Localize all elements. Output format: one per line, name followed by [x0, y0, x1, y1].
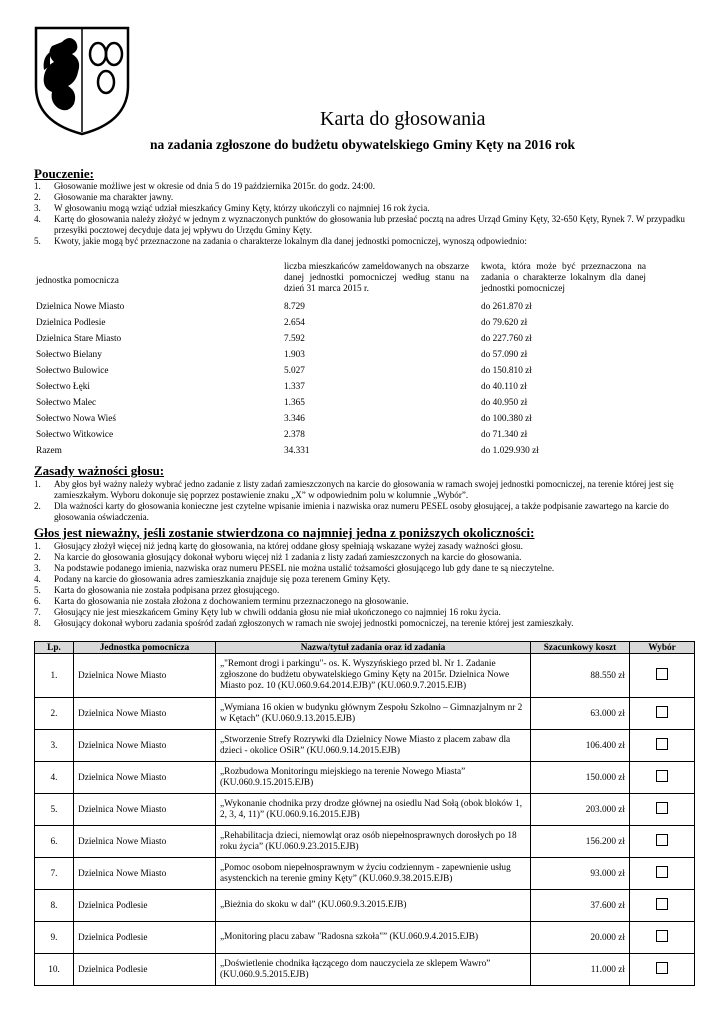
- table-row: 2. Dzielnica Nowe Miasto „Wymiana 16 okien w budynku głównym Zespołu Szkolno – Gimnazjalnym nr 2 w Kętach” (KU.060.9.13.2015.EJB) 63.000 zł: [35, 698, 695, 730]
- table-row: Sołectwo Bielany 1.903 do 57.090 zł: [36, 350, 528, 360]
- votes-table: [34, 641, 695, 986]
- instructions-list: [34, 181, 694, 247]
- list-item: 2. Dla ważności karty do głosowania konieczne jest czytelne wpisanie imienia i nazwiska oraz numeru PESEL osoby głosującej, a także podpisanie zawartego na karcie do głosowania oświadczenia.: [34, 501, 669, 522]
- list-item: 4. Kartę do głosowania należy złożyć w jednym z wyznaczonych punktów do głosowania lub przesłać pocztą na adres Urząd Gminy Kęty, 32-650 Kęty, Rynek 7. W przypadku przesyłki pocztowej decyduje data jej wpływu do Urzędu Gminy Kęty.: [34, 214, 685, 235]
- list-item: 7. Głosujący nie jest mieszkańcem Gminy Kęty lub w chwili oddania głosu nie miał ukończonego co najmniej 16 roku życia.: [34, 607, 501, 617]
- coat-of-arms-logo: [32, 24, 132, 136]
- list-item: 1. Głosowanie możliwe jest w okresie od dnia 5 do 19 października 2015r. do godz. 24:00.: [34, 181, 375, 191]
- table-row: 3. Dzielnica Nowe Miasto „Stworzenie Strefy Rozrywki dla Dzielnicy Nowe Miasto z placem zabaw dla dzieci - okolice OSiR” (KU.060.9.14.2015.EJB) 106.400 zł: [35, 730, 695, 762]
- choice-checkbox[interactable]: [656, 930, 668, 942]
- choice-checkbox[interactable]: [656, 898, 668, 910]
- table-row: Sołectwo Bulowice 5.027 do 150.810 zł: [36, 366, 532, 376]
- table-row: 4. Dzielnica Nowe Miasto „Rozbudowa Monitoringu miejskiego na terenie Nowego Miasta” (KU.060.9.15.2015.EJB) 150.000 zł: [35, 762, 695, 794]
- list-item: 3. Na podstawie podanego imienia, nazwiska oraz numeru PESEL nie można ustalić tożsamości głosującego lub gdy dane te są nieczytelne.: [34, 563, 555, 573]
- validity-heading: Zasady ważności głosu:: [34, 463, 165, 478]
- table-row: 8. Dzielnica Podlesie „Bieżnia do skoku w dal” (KU.060.9.3.2015.EJB) 37.600 zł: [35, 890, 695, 922]
- table-row: Sołectwo Witkowice 2.378 do 71.340 zł: [36, 430, 528, 440]
- list-item: 8. Głosujący dokonał wyboru zadania spośród zadań zgłoszonych w ramach nie swojej jednostki pomocniczej, na terenie której jest zamieszkały.: [34, 618, 574, 628]
- table-row: Dzielnica Podlesie 2.654 do 79.620 zł: [36, 318, 528, 328]
- table-row: Sołectwo Łęki 1.337 do 40.110 zł: [36, 382, 527, 392]
- table-row: 9. Dzielnica Podlesie „Monitoring placu zabaw "Radosna szkoła"” (KU.060.9.4.2015.EJB) 20.000 zł: [35, 922, 695, 954]
- col-cost: Szacunkowy koszt: [531, 642, 630, 654]
- choice-checkbox[interactable]: [656, 706, 668, 718]
- choice-checkbox[interactable]: [656, 962, 668, 974]
- choice-checkbox[interactable]: [656, 738, 668, 750]
- list-item: 1. Głosujący złożył więcej niż jedną kartę do głosowania, na której oddane głosy spełniają wskazane wyżej zasady ważności głosu.: [34, 541, 523, 551]
- table-row: Razem 34.331 do 1.029.930 zł: [36, 446, 539, 456]
- table-row: 7. Dzielnica Nowe Miasto „Pomoc osobom niepełnosprawnym w życiu codziennym - zapewnienie usług asystenckich na terenie gminy Kęty” (KU.060.9.38.2015.EJB) 93.000 zł: [35, 858, 695, 890]
- choice-checkbox[interactable]: [656, 668, 668, 680]
- list-item: 2. Na karcie do głosowania głosujący dokonał wyboru więcej niż 1 zadania z listy zadań zamieszczonych na karcie do głosowania.: [34, 552, 522, 562]
- list-item: 6. Karta do głosowania nie została złożona z dochowaniem terminu przeznaczonego na głosowanie.: [34, 596, 409, 606]
- invalid-list: [34, 541, 694, 629]
- list-item: 5. Kwoty, jakie mogą być przeznaczone na zadania o charakterze lokalnym dla danej jednostki pomocniczej, wynoszą odpowiednio:: [34, 236, 527, 246]
- table-row: 5. Dzielnica Nowe Miasto „Wykonanie chodnika przy drodze głównej na osiedlu Nad Sołą (obok bloków 1, 2, 3, 4, 11)” (KU.060.9.16.2015.EJB) 203.000 zł: [35, 794, 695, 826]
- list-item: 3. W głosowaniu mogą wziąć udział mieszkańcy Gminy Kęty, którzy ukończyli co najmniej 16 rok życia.: [34, 203, 430, 213]
- invalid-heading: Głos jest nieważny, jeśli zostanie stwierdzona co najmniej jedna z poniższych okoliczności:: [34, 525, 535, 540]
- page-title: Karta do głosowania: [320, 108, 486, 130]
- table-row: 6. Dzielnica Nowe Miasto „Rehabilitacja dzieci, niemowląt oraz osób niepełnosprawnych dorosłych po 18 roku życia” (KU.060.9.23.2015.EJB) 156.200 zł: [35, 826, 695, 858]
- table-row: 10. Dzielnica Podlesie „Doświetlenie chodnika łączącego dom nauczyciela ze sklepem Wawro” (KU.060.9.5.2015.EJB) 11.000 zł: [35, 954, 695, 986]
- units-header-residents: liczba mieszkańców zameldowanych na obszarze danej jednostki pomocniczej według stanu na dzień 31 marca 2015 r.: [284, 262, 469, 294]
- table-row: 1. Dzielnica Nowe Miasto „"Remont drogi i parkingu"- os. K. Wyszyńskiego przed bl. Nr 1. Zadanie zgłoszone do budżetu obywatelskiego Gminy Kęty na 2015r. Dzielnica Nowe Miasto poz. 10 (KU.060.9.64.2014.EJB)” (KU.060.9.7.2015.EJB) 88.550 zł: [35, 654, 695, 698]
- page-subtitle: na zadania zgłoszone do budżetu obywatelskiego Gminy Kęty na 2016 rok: [149, 137, 576, 152]
- table-row: Sołectwo Nowa Wieś 3.346 do 100.380 zł: [36, 414, 532, 424]
- table-row: Dzielnica Nowe Miasto 8.729 do 261.870 zł: [36, 302, 532, 312]
- table-row: Sołectwo Malec 1.365 do 40.950 zł: [36, 398, 528, 408]
- table-header-row: [35, 642, 695, 654]
- list-item: 2. Głosowanie ma charakter jawny.: [34, 192, 174, 202]
- col-unit: Jednostka pomocnicza: [74, 642, 216, 654]
- list-item: 1. Aby głos był ważny należy wybrać jedno zadanie z listy zadań zamieszczonych na karcie do głosowania w ramach swojej jednostki pomocniczej, na terenie której jest się zamieszkałym. Wyboru dokonuje się poprzez postawienie znaku „X” w odpowiednim polu w kolumnie „Wybór”.: [34, 479, 674, 500]
- validity-list: [34, 479, 694, 523]
- units-header-unit: jednostka pomocnicza: [36, 276, 119, 286]
- col-choice: Wybór: [630, 642, 695, 654]
- choice-checkbox[interactable]: [656, 802, 668, 814]
- choice-checkbox[interactable]: [656, 866, 668, 878]
- col-lp: Lp.: [35, 642, 74, 654]
- choice-checkbox[interactable]: [656, 770, 668, 782]
- list-item: 5. Karta do głosowania nie została podpisana przez głosującego.: [34, 585, 280, 595]
- list-item: 4. Podany na karcie do głosowania adres zamieszkania znajduje się poza terenem Gminy Kęty.: [34, 574, 391, 584]
- choice-checkbox[interactable]: [656, 834, 668, 846]
- col-task: Nazwa/tytuł zadania oraz id zadania: [216, 642, 531, 654]
- table-row: Dzielnica Stare Miasto 7.592 do 227.760 zł: [36, 334, 532, 344]
- units-header-amount: kwota, która może być przeznaczona na zadania o charakterze lokalnym dla danej jednostki pomocniczej: [481, 262, 646, 294]
- instructions-heading: Pouczenie:: [34, 166, 94, 181]
